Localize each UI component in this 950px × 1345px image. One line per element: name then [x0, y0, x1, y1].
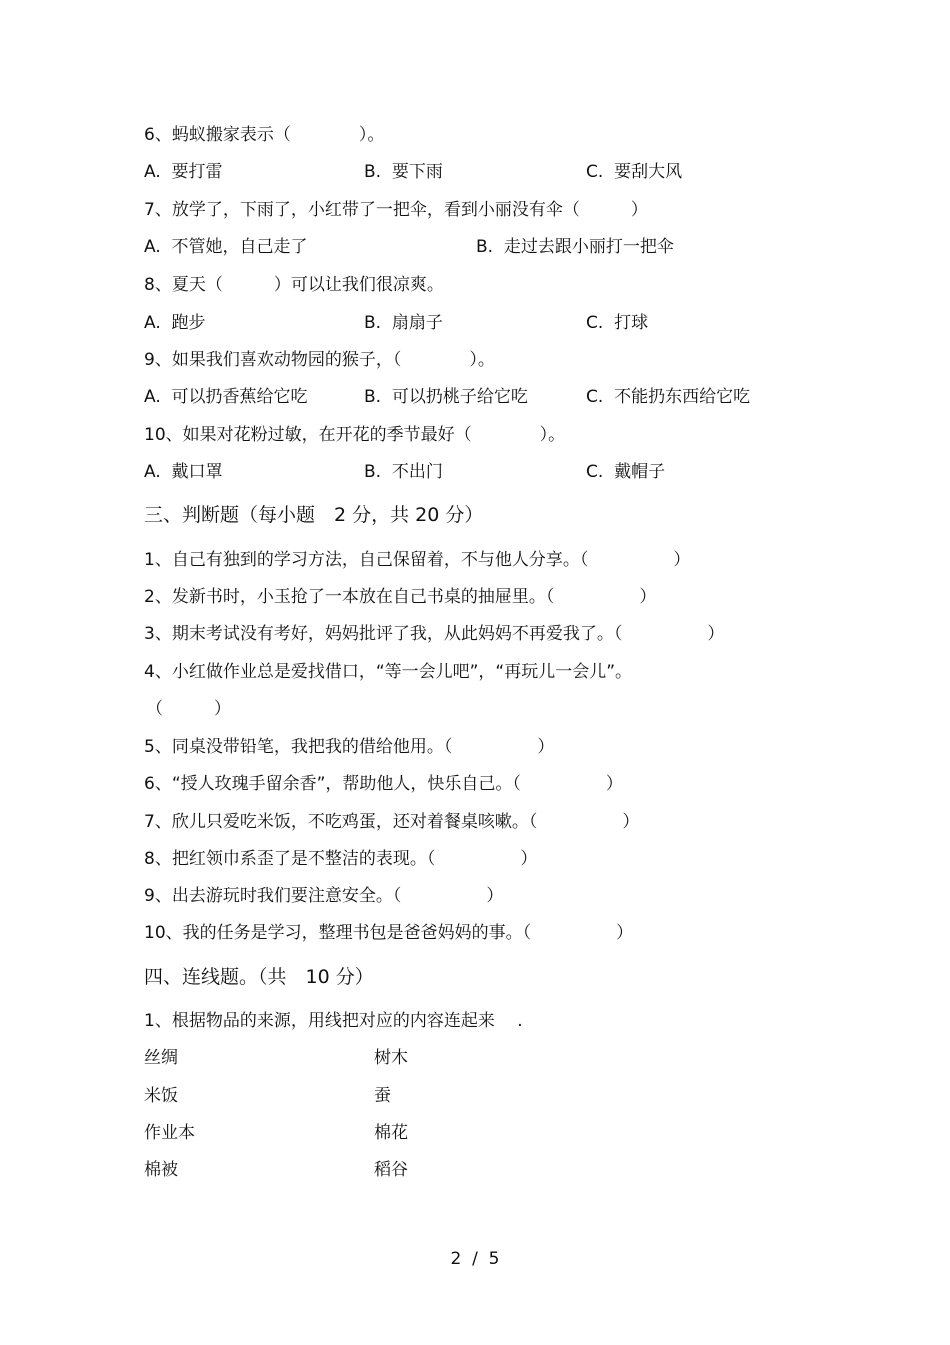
section-3-heading: 三、判断题（每小题 2 分，共 20 分）: [144, 504, 484, 526]
judge-item: 3、期末考试没有考好，妈妈批评了我，从此妈妈不再爱我了。（ ）: [144, 624, 725, 644]
question-6-option-c: C. 要刮大风: [586, 162, 683, 182]
judge-item: 7、欣儿只爱吃米饭，不吃鸡蛋，还对着餐桌咳嗽。（ ）: [144, 812, 640, 832]
matching-left-item: 棉被: [144, 1160, 178, 1180]
judge-item: 10、我的任务是学习，整理书包是爸爸妈妈的事。（ ）: [144, 923, 634, 943]
matching-left-item: 作业本: [144, 1123, 195, 1143]
judge-item: 4、小红做作业总是爱找借口，“等一会儿吧”，“再玩儿一会儿”。: [144, 662, 633, 682]
question-9-option-c: C. 不能扔东西给它吃: [586, 387, 751, 407]
question-6-option-a: A. 要打雷: [144, 162, 223, 182]
matching-right-item: 树木: [374, 1048, 408, 1068]
question-7-option-a: A. 不管她，自己走了: [144, 237, 308, 257]
question-10-stem: 10、如果对花粉过敏，在开花的季节最好（ ）。: [144, 425, 566, 445]
matching-left-item: 米饭: [144, 1086, 178, 1106]
matching-right-item: 蚕: [374, 1086, 391, 1106]
judge-item: 9、出去游玩时我们要注意安全。（ ）: [144, 886, 504, 906]
judge-item: 2、发新书时，小玉抢了一本放在自己书桌的抽屉里。（ ）: [144, 587, 657, 607]
question-7-stem: 7、放学了，下雨了，小红带了一把伞，看到小丽没有伞（ ）: [144, 200, 648, 220]
matching-left-item: 丝绸: [144, 1048, 178, 1068]
question-9-option-b: B. 可以扔桃子给它吃: [364, 387, 528, 407]
matching-question-1: 1、根据物品的来源，用线把对应的内容连起来 .: [144, 1011, 523, 1031]
judge-item: 8、把红领巾系歪了是不整洁的表现。（ ）: [144, 849, 538, 869]
question-9-option-a: A. 可以扔香蕉给它吃: [144, 387, 308, 407]
question-10-option-c: C. 戴帽子: [586, 462, 666, 482]
question-6-stem: 6、蚂蚁搬家表示（ ）。: [144, 125, 385, 145]
question-8-option-b: B. 扇扇子: [364, 313, 443, 333]
question-10-option-b: B. 不出门: [364, 462, 443, 482]
judge-item-blank: （ ）: [146, 699, 231, 719]
matching-right-item: 棉花: [374, 1123, 408, 1143]
question-7-option-b: B. 走过去跟小丽打一把伞: [476, 237, 674, 257]
question-8-option-c: C. 打球: [586, 313, 649, 333]
judge-item: 1、自己有独到的学习方法，自己保留着，不与他人分享。（ ）: [144, 550, 691, 570]
question-9-stem: 9、如果我们喜欢动物园的猴子，（ ）。: [144, 350, 495, 370]
question-6-option-b: B. 要下雨: [364, 162, 443, 182]
matching-right-item: 稻谷: [374, 1160, 408, 1180]
page-number: 2 / 5: [450, 1249, 500, 1269]
judge-item: 6、“授人玫瑰手留余香”，帮助他人，快乐自己。（ ）: [144, 774, 623, 794]
question-10-option-a: A. 戴口罩: [144, 462, 223, 482]
question-8-option-a: A. 跑步: [144, 313, 206, 333]
section-4-heading: 四、连线题。（共 10 分）: [144, 966, 374, 988]
question-8-stem: 8、夏天（ ）可以让我们很凉爽。: [144, 275, 444, 295]
judge-item: 5、同桌没带铅笔，我把我的借给他用。（ ）: [144, 737, 555, 757]
